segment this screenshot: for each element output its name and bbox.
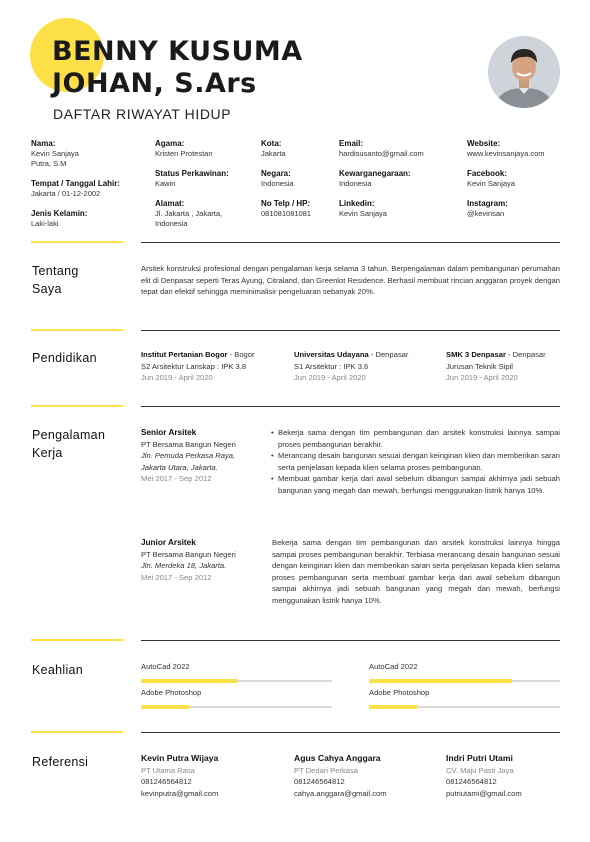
alamat-value-cont: Indonesia (155, 219, 188, 228)
kewarganegaraan-label: Kewarganegaraan: (339, 169, 411, 178)
info-col-5 (467, 139, 545, 219)
school-major: S1 Arsitektur : IPK 3.6 (294, 361, 369, 371)
section-divider (141, 242, 560, 243)
linkedin-label: Linkedin: (339, 199, 375, 208)
reference-item (446, 753, 566, 799)
skill-name: Adobe Photoshop (369, 688, 430, 697)
education-item (141, 349, 281, 384)
job-meta (141, 537, 266, 583)
skill-name: AutoCad 2022 (369, 662, 418, 671)
status-label: Status Perkawinan: (155, 169, 229, 178)
website-value[interactable]: www.kevinsanjaya.com (467, 149, 545, 158)
education-item (446, 349, 566, 384)
section-title-line: Kerja (32, 446, 63, 460)
section-title-keahlian: Keahlian (32, 663, 84, 677)
skill-bar-fill (369, 705, 417, 709)
job-period: Mei 2017 - Sep 2012 (141, 572, 212, 582)
school-period: Jun 2019 - April 2020 (294, 373, 366, 382)
job-description: Bekerja sama dengan tim pembangunan dan arsitek konstruksi lainnya hingga sampai proses pembangunan berakhir. Terbiasa merancang desain bangunan sesuai dengan keinginan klien dan memberikan saran serta penjelasan kepada klien selama proses pembangunan serta membuat gambar kerja dari awal sebelum dibangun sampai akhirnya jadi sebuah bangunan yang megah dan mewah, berfungsi menggunakan listrik hanya 10%. (272, 538, 560, 605)
person-photo-icon (488, 36, 560, 108)
section-title-tentang (32, 262, 79, 298)
info-col-4 (339, 139, 424, 219)
status-value: Kawin (155, 179, 176, 188)
reference-item (141, 753, 286, 799)
reference-email[interactable]: cahya.anggara@gmail.com (294, 788, 387, 798)
reference-item (294, 753, 439, 799)
email-value[interactable]: hardisusanto@gmail.com (339, 149, 424, 158)
reference-company: PT Dedari Perkasa (294, 765, 359, 775)
nama-value-cont: Putra, S.M (31, 159, 67, 168)
section-divider-accent (31, 731, 123, 733)
kewarganegaraan-value: Indonesia (339, 179, 372, 188)
document-subtitle: DAFTAR RIWAYAT HIDUP (53, 106, 232, 122)
section-title-line: Pengalaman (32, 428, 106, 442)
job-address: Jln. Merdeka 18, Jakarta. (141, 561, 227, 570)
job-bullets (271, 427, 560, 496)
nama-label: Nama: (31, 139, 56, 148)
job-bullet: • Membuat gambar kerja dari awal sebelum dibangun sampai akhirnya jadi sebuah bangunan yang megah dan mewah, berfungsi menggunakan listrik hanya 10%. (278, 473, 560, 496)
facebook-value[interactable]: Kevin Sanjaya (467, 179, 515, 188)
skill-bar (369, 706, 560, 708)
school-period: Jun 2019 - April 2020 (141, 373, 213, 382)
info-col-3 (261, 139, 311, 219)
skill-bar-fill (141, 705, 189, 709)
ttl-label: Tempat / Tanggal Lahir: (31, 179, 121, 188)
reference-company: PT Utama Rasa (141, 765, 195, 775)
alamat-value: Jl. Jakarta , Jakarta, (155, 209, 223, 218)
negara-label: Negara: (261, 169, 291, 178)
kota-label: Kota: (261, 139, 282, 148)
jenis-kelamin-label: Jenis Kelamin: (31, 209, 88, 218)
facebook-label: Facebook: (467, 169, 508, 178)
job-description (271, 427, 560, 496)
reference-phone: 081246564812 (141, 777, 192, 786)
info-col-2 (155, 139, 229, 229)
tentang-text: Arsitek konstruksi profesional dengan pengalaman kerja selama 3 tahun. Berpengalaman dalam pembangunan perumahan elit di Denpasar seperti Teras Ayung, Citraland, dan Greenlot Residence. Berhasil membuat rincian anggaran proyek dengan tepat dan efektif sehingga meminimalisir pengeluaran sebanyak 20%. (141, 264, 560, 296)
job-period: Mei 2017 - Sep 2012 (141, 474, 212, 483)
section-divider (141, 732, 560, 733)
school-period: Jun 2019 - April 2020 (446, 373, 518, 382)
instagram-label: Instagram: (467, 199, 508, 208)
skill-name: Adobe Photoshop (141, 688, 202, 697)
school-major: S2 Arsitektur Lanskap : IPK 3.8 (141, 361, 247, 371)
profile-photo (488, 36, 560, 108)
job-bullet: • Merancang desain bangunan sesuai dengan keinginan klien dan memberikan saran serta penjelasan kepada klien selama proses pembangunan. (278, 450, 560, 473)
alamat-label: Alamat: (155, 199, 185, 208)
reference-email[interactable]: putriutami@gmail.com (446, 788, 522, 798)
telp-value: 081081081081 (261, 209, 312, 218)
email-label: Email: (339, 139, 364, 148)
skill-bar-fill (141, 679, 237, 683)
school-name: Universitas Udayana (294, 350, 369, 359)
section-title-referensi: Referensi (32, 755, 89, 769)
job-bullet: • Bekerja sama dengan tim pembangunan dan arsitek konstruksi lainnya sampai proses pembangunan berakhir. (278, 427, 560, 450)
skill-bar (369, 680, 560, 682)
skill-bar-fill (369, 679, 512, 683)
telp-label: No Telp / HP: (261, 199, 311, 208)
website-label: Website: (467, 139, 501, 148)
education-item (294, 349, 434, 384)
school-name: Institut Pertanian Bogor (141, 350, 228, 359)
agama-label: Agama: (155, 139, 185, 148)
school-city: - Denpasar (368, 350, 409, 359)
school-major: Jurusan Teknik Sipil (446, 361, 513, 371)
job-company: PT Bersama Bangun Negeri (141, 549, 236, 559)
agama-value: Kristen Protestan (155, 149, 213, 158)
job-role: Junior Arsitek (141, 538, 196, 547)
skill-name: AutoCad 2022 (141, 662, 190, 671)
school-name: SMK 3 Denpasar (446, 350, 506, 359)
name-line-1: BENNY KUSUMA (52, 36, 303, 67)
job-address-cont: Jakarta Utara, Jakarta. (141, 462, 218, 472)
section-divider-accent (31, 639, 123, 641)
section-title-line: Saya (32, 282, 62, 296)
reference-email[interactable]: kevinputra@gmail.com (141, 788, 219, 798)
skill-bar (141, 706, 332, 708)
name-line-2: JOHAN, S.Ars (52, 68, 257, 99)
reference-name: Indri Putri Utami (446, 753, 513, 763)
job-role: Senior Arsitek (141, 428, 197, 437)
job-address: Jln. Pemuda Perkasa Raya, (141, 451, 236, 460)
reference-phone: 081246564812 (446, 777, 497, 786)
section-divider (141, 640, 560, 641)
section-divider-accent (31, 405, 123, 407)
linkedin-value[interactable]: Kevin Sanjaya (339, 209, 387, 218)
reference-name: Kevin Putra Wijaya (141, 753, 219, 763)
section-title-pendidikan: Pendidikan (32, 351, 97, 365)
section-divider (141, 406, 560, 407)
kota-value: Jakarta (261, 149, 286, 158)
skill-bar (141, 680, 332, 682)
reference-name: Agus Cahya Anggara (294, 753, 381, 763)
reference-phone: 081246564812 (294, 777, 345, 786)
reference-company: CV. Maju Pasti Jaya (446, 765, 514, 775)
section-title-line: Tentang (32, 264, 79, 278)
section-title-pengalaman (32, 426, 105, 462)
section-divider-accent (31, 329, 123, 331)
instagram-value[interactable]: @kevinsan (467, 209, 505, 218)
ttl-value: Jakarta / 01-12-2002 (31, 189, 101, 198)
jenis-kelamin-value: Laki-laki (31, 219, 59, 228)
school-city: - Bogor (227, 350, 255, 359)
full-name (52, 36, 303, 100)
negara-value: Indonesia (261, 179, 294, 188)
school-city: - Denpasar (505, 350, 546, 359)
section-divider-accent (31, 241, 123, 243)
info-col-1 (31, 139, 120, 229)
job-company: PT Bersama Bangun Negeri (141, 439, 236, 449)
section-divider (141, 330, 560, 331)
job-meta (141, 427, 266, 485)
nama-value: Kevin Sanjaya (31, 149, 79, 158)
